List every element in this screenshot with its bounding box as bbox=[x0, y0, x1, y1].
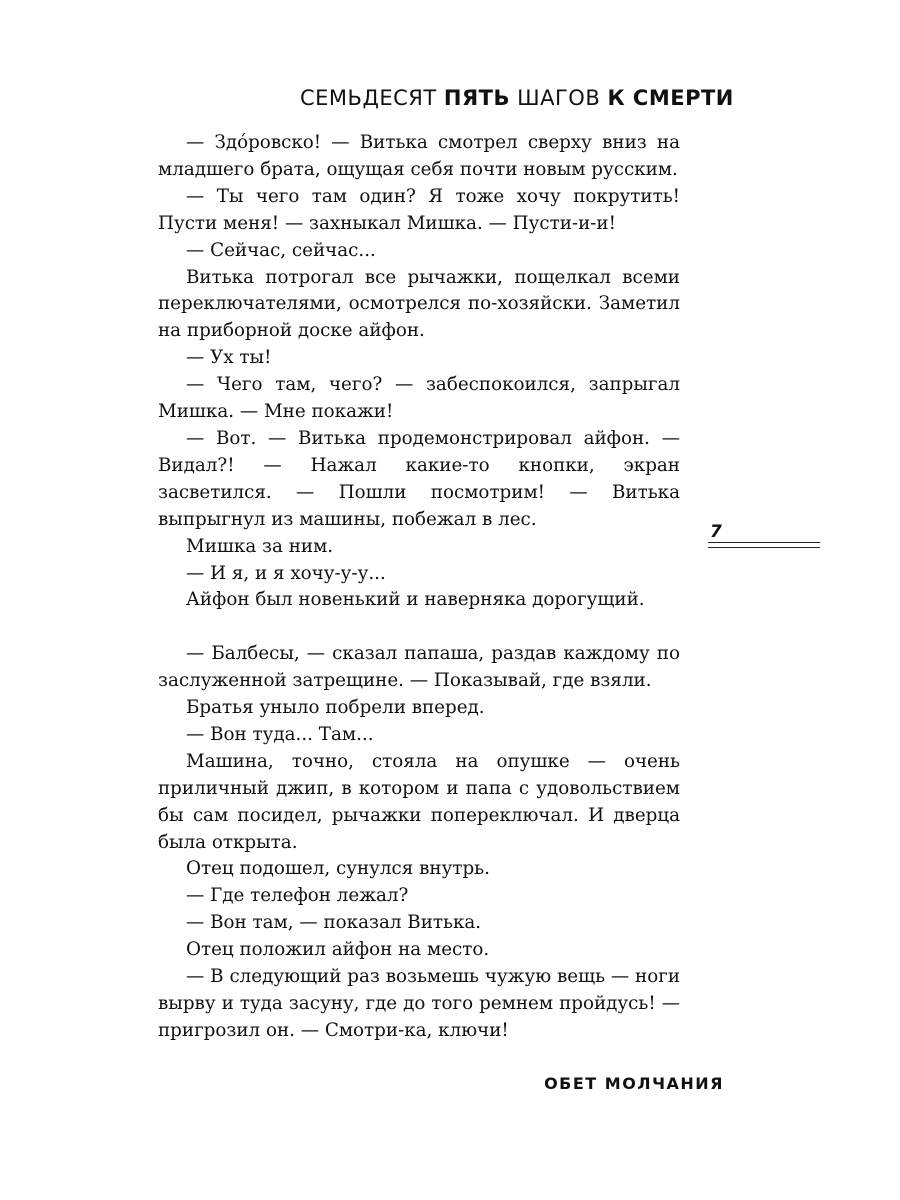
paragraph: — Где телефон лежал? bbox=[186, 885, 409, 907]
running-head-word-2: ПЯТЬ bbox=[443, 86, 510, 110]
running-head bbox=[300, 86, 734, 110]
paragraph: — Вон туда... Там... bbox=[186, 723, 374, 745]
paragraph: — Балбесы, — сказал папаша, раздав каждому по заслуженной затрещине. — Показывай, где взяли. bbox=[158, 643, 680, 692]
page-number: 7 bbox=[710, 522, 722, 542]
paragraph: — Здо́ровско! — Витька смотрел сверху вниз на младшего брата, ощущая себя почти новым русским. bbox=[158, 132, 680, 180]
page-number-rule bbox=[708, 547, 820, 548]
paragraph: Айфон был новенький и наверняка дорогущий. bbox=[186, 589, 645, 611]
paragraph: — Вон там, — показал Витька. bbox=[186, 912, 482, 934]
page-number-rule bbox=[708, 542, 820, 543]
paragraph: Мишка за ним. bbox=[186, 535, 334, 557]
paragraph: — Вот. — Витька продемонстрировал айфон. — Видал?! — Нажал какие-то кнопки, экран засветился. — Пошли посмотрим! — Витька выпрыгнул из машины, побежал в лес. bbox=[158, 427, 680, 530]
running-head-word-3: ШАГОВ bbox=[517, 86, 601, 110]
paragraph: — И я, и я хочу-у-у... bbox=[186, 562, 386, 584]
paragraph: Витька потрогал все рычажки, пощелкал всеми переключателями, осмотрелся по-хозяйски. Заметил на приборной доске айфон. bbox=[158, 266, 680, 342]
paragraph: — Чего там, чего? — забеспокоился, запрыгал Мишка. — Мне покажи! bbox=[158, 374, 680, 423]
paragraph: — В следующий раз возьмешь чужую вещь — ноги вырву и туда засуну, где до того ремнем пройдусь! — пригрозил он. — Смотри-ка, ключи! bbox=[158, 966, 680, 1041]
section-break bbox=[158, 614, 680, 641]
running-foot: ОБЕТ МОЛЧАНИЯ bbox=[544, 1074, 724, 1093]
paragraph: Отец подошел, сунулся внутрь. bbox=[186, 858, 490, 880]
paragraph: — Ты чего там один? Я тоже хочу покрутить! Пусти меня! — захныкал Мишка. — Пусти-и-и! bbox=[158, 185, 680, 234]
running-head-word-4: К СМЕРТИ bbox=[607, 86, 734, 110]
paragraph: Отец положил айфон на место. bbox=[186, 939, 490, 961]
paragraph: Братья уныло побрели вперед. bbox=[186, 697, 485, 719]
paragraph: — Сейчас, сейчас... bbox=[186, 239, 376, 261]
paragraph: — Ух ты! bbox=[186, 347, 272, 369]
paragraph: Машина, точно, стояла на опушке — очень приличный джип, в котором и папа с удовольствием бы сам посидел, рычажки попереключал. И дверца была открыта. bbox=[158, 750, 680, 853]
text-body bbox=[158, 130, 680, 1045]
running-head-word-1: СЕМЬДЕСЯТ bbox=[300, 86, 437, 110]
